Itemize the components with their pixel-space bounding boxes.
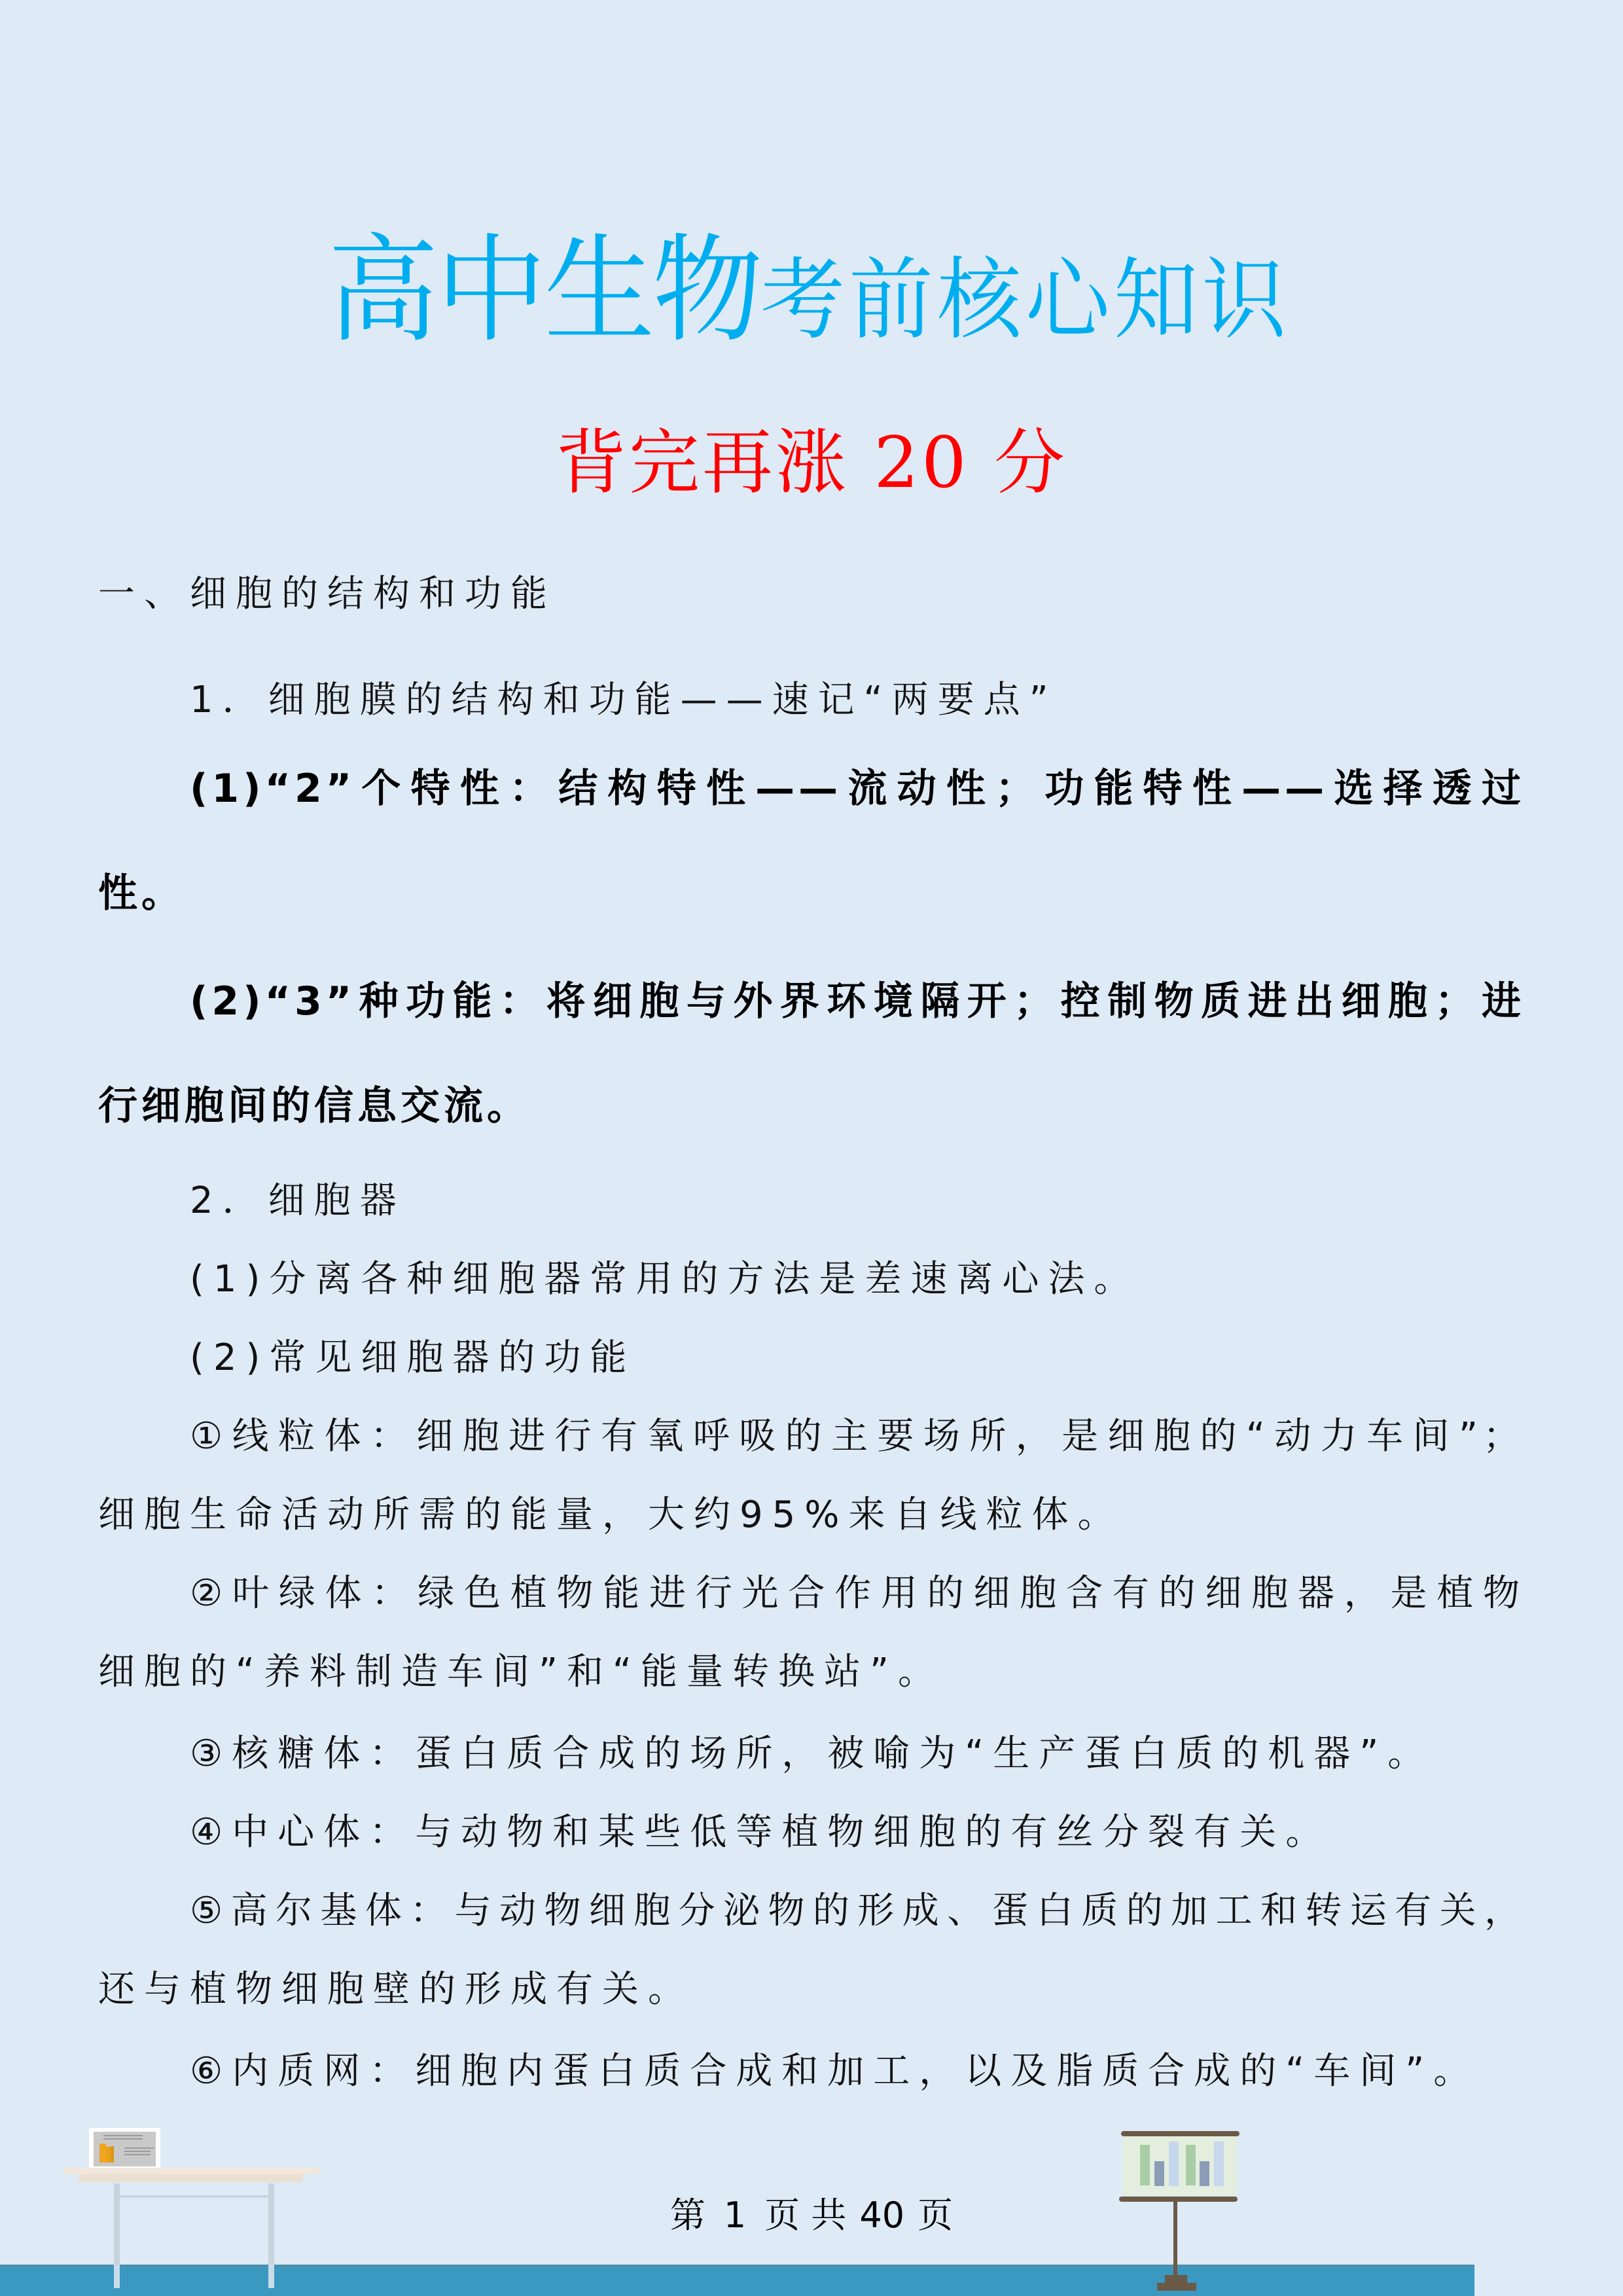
item1-point2-line1: (2)“3”种功能：将细胞与外界环境隔开；控制物质进出细胞；进 — [190, 978, 1525, 1024]
item2-sub2: (2)常见细胞器的功能 — [190, 1336, 636, 1379]
organelle-chloroplast-line1: ②叶绿体：绿色植物能进行光合作用的细胞含有的细胞器，是植物 — [190, 1572, 1525, 1615]
organelle-mitochondria-line2: 细胞生命活动所需的能量，大约95%来自线粒体。 — [98, 1494, 1124, 1536]
desk-top — [64, 2168, 319, 2174]
floor-band — [0, 2265, 1474, 2296]
item1-point1-line1: (1)“2”个特性：结构特性——流动性；功能特性——选择透过 — [190, 766, 1525, 812]
title-small: 考前核心知识 — [760, 249, 1291, 352]
item2-sub1: (1)分离各种细胞器常用的方法是差速离心法。 — [190, 1258, 1140, 1300]
title-large: 高中生物 — [327, 223, 760, 358]
organelle-chloroplast-line2: 细胞的“养料制造车间”和“能量转换站”。 — [98, 1651, 944, 1693]
organelle-mitochondria-line1: ①线粒体：细胞进行有氧呼吸的主要场所，是细胞的“动力车间”； — [190, 1415, 1525, 1458]
organelle-ribosome: ③核糖体：蛋白质合成的场所，被喻为“生产蛋白质的机器”。 — [190, 1732, 1434, 1775]
item1-heading: 1．细胞膜的结构和功能——速记“两要点” — [190, 679, 1058, 721]
organelle-golgi-line1: ⑤高尔基体：与动物细胞分泌物的形成、蛋白质的加工和转运有关， — [190, 1890, 1525, 1932]
page-number: 第 1 页 共 40 页 — [669, 2195, 954, 2236]
document-title — [0, 196, 1623, 364]
organelle-centrosome: ④中心体：与动物和某些低等植物细胞的有丝分裂有关。 — [190, 1811, 1332, 1854]
item1-point2-line2: 行细胞间的信息交流。 — [98, 1083, 530, 1129]
document-subtitle: 背完再涨 20 分 — [555, 422, 1068, 504]
organelle-er: ⑥内质网：细胞内蛋白质合成和加工，以及脂质合成的“车间”。 — [190, 2050, 1480, 2092]
section-heading: 一、细胞的结构和功能 — [98, 573, 556, 615]
item2-heading: 2．细胞器 — [190, 1179, 406, 1222]
chart-board-icon — [1122, 2136, 1237, 2195]
organelle-golgi-line2: 还与植物细胞壁的形成有关。 — [98, 1968, 694, 2011]
item1-point1-line2: 性。 — [98, 870, 185, 916]
